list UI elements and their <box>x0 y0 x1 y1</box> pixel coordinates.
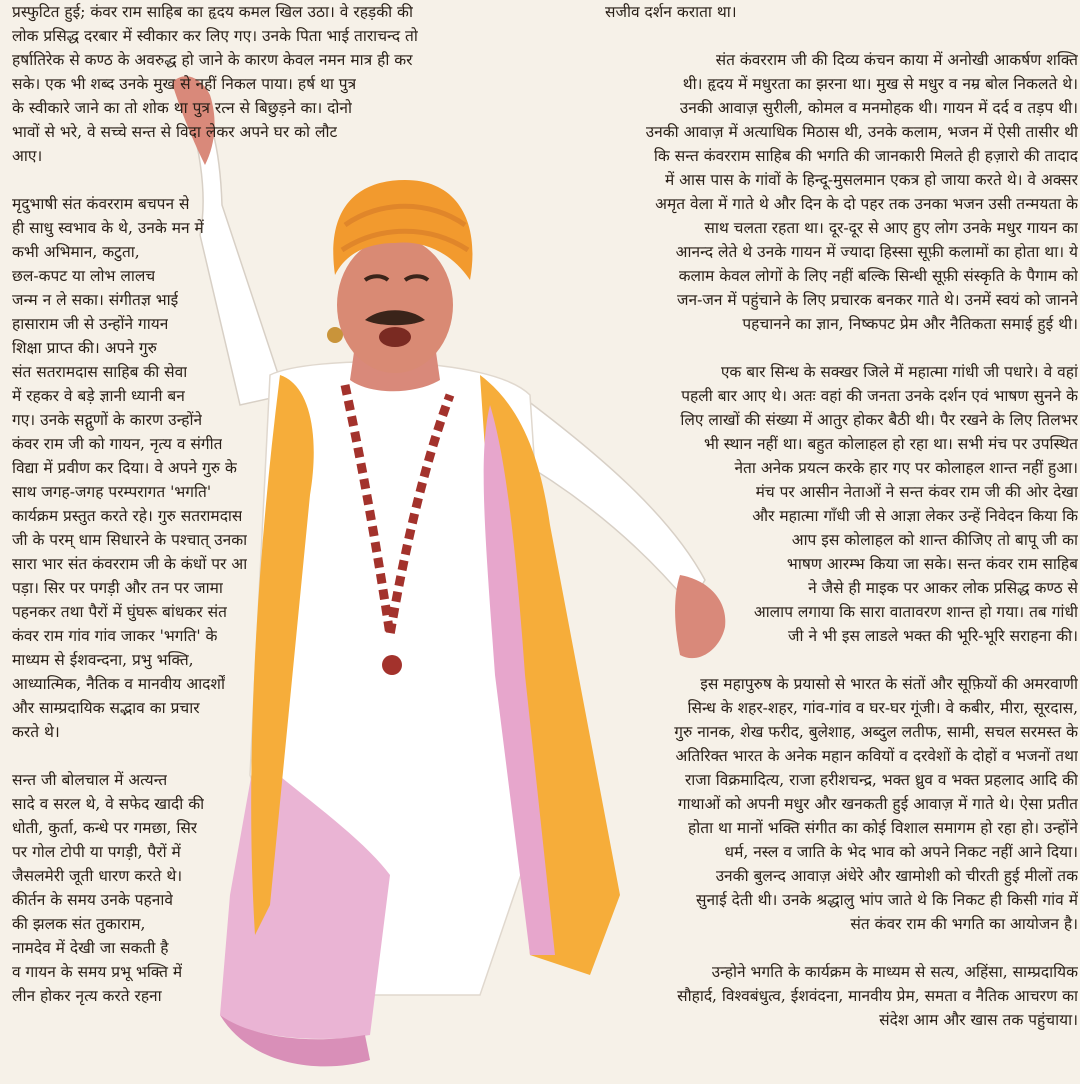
left-line-26: पहनकर तथा पैरों में घुंघरू बांधकर संत <box>12 603 227 621</box>
left-line-29: आध्यात्मिक, नैतिक व मानवीय आदर्शों <box>12 675 225 693</box>
left-line-2: लोक प्रसिद्ध दरबार में स्वीकार कर लिए गए। उनके पिता भाई ताराचन्द तो <box>12 27 418 45</box>
left-line-18: गए। उनके सद्गुणों के कारण उन्होंने <box>12 411 203 429</box>
right-line-13: जन-जन में पहुंचाने के लिए प्रचारक बनकर गाते थे। उनमें स्वयं को जानने <box>677 291 1078 309</box>
right-line-18: लिए लाखों की संख्या में आतुर होकर बैठी थी। पैर रखने के लिए तिलभर <box>680 411 1078 429</box>
left-line-34: सादे व सरल थे, वे सफेद खादी की <box>12 795 205 813</box>
right-line-25: ने जैसे ही माइक पर आकर लोक प्रसिद्ध कण्ठ से <box>808 579 1078 597</box>
left-line-3: हर्षातिरेक से कण्ठ के अवरुद्ध हो जाने के कारण केवल नमन मात्र ही कर <box>12 51 413 69</box>
left-line-20: विद्या में प्रवीण कर दिया। वे अपने गुरु के <box>12 459 237 477</box>
left-line-25: पड़ा। सिर पर पगड़ी और तन पर जामा <box>12 579 223 597</box>
left-line-21: साथ जगह-जगह परम्परागत 'भगति' <box>12 483 212 501</box>
right-line-34: गाथाओं को अपनी मधुर और खनकती हुई आवाज़ में गाते थे। ऐसा प्रतीत <box>677 795 1078 813</box>
right-line-1: सजीव दर्शन कराता था। <box>605 3 737 21</box>
left-line-11: कभी अभिमान, कटुता, <box>12 243 140 261</box>
right-line-23: आप इस कोलाहल को शान्त कीजिए तो बापू जी का <box>791 531 1078 549</box>
left-line-6: भावों से भरे, वे सच्चे सन्त से विदा लेकर अपने घर को लौट <box>12 123 338 141</box>
right-line-30: सिन्ध के शहर-शहर, गांव-गांव व घर-घर गूंजी। वे कबीर, मीरा, सूरदास, <box>687 699 1078 717</box>
left-line-33: सन्त जी बोलचाल में अत्यन्त <box>12 771 168 789</box>
right-line-43: संदेश आम और खास तक पहुंचाया। <box>879 1011 1078 1029</box>
right-line-16: एक बार सिन्ध के सक्खर जिले में महात्मा गांधी जी पधारे। वे वहां <box>720 363 1078 381</box>
right-line-42: सौहार्द, विश्वबंधुत्व, ईशवंदना, मानवीय प्रेम, समता व नैतिक आचरण का <box>677 987 1078 1005</box>
right-line-21: मंच पर आसीन नेताओं ने सन्त कंवर राम जी की ओर देखा <box>755 483 1078 501</box>
right-line-3: संत कंवरराम जी की दिव्य कंचन काया में अनोखी आकर्षण शक्ति <box>715 51 1078 69</box>
left-line-17: में रहकर वे बड़े ज्ञानी ध्यानी बन <box>12 387 185 405</box>
right-line-41: उन्होने भगति के कार्यक्रम के माध्यम से सत्य, अहिंसा, साम्प्रदायिक <box>711 963 1078 981</box>
right-line-7: कि सन्त कंवरराम साहिब की भगति की जानकारी मिलते ही हज़ारो की तादाद <box>653 147 1078 165</box>
right-line-11: आनन्द लेते थे उनके गायन में ज्यादा हिस्सा सूफ़ी कलामों का होता था। ये <box>675 243 1078 261</box>
left-line-30: और साम्प्रदायिक सद्भाव का प्रचार <box>12 699 200 717</box>
left-line-15: शिक्षा प्राप्त की। अपने गुरु <box>12 339 157 357</box>
right-line-38: सुनाई देती थी। उनके श्रद्धालु भांप जाते थे कि निकट ही किसी गांव में <box>695 891 1078 909</box>
left-line-28: माध्यम से ईशवन्दना, प्रभु भक्ति, <box>12 651 194 669</box>
left-line-36: पर गोल टोपी या पगड़ी, पैरों में <box>12 843 181 861</box>
left-line-40: नामदेव में देखी जा सकती है <box>12 939 169 957</box>
right-line-10: साथ चलता रहता था। दूर-दूर से आए हुए लोग उनके मधुर गायन का <box>704 219 1078 237</box>
right-line-6: उनकी आवाज़ में अत्याधिक मिठास थी, उनके कलाम, भजन में ऐसी तासीर थी <box>645 123 1078 141</box>
right-line-27: जी ने भी इस लाडले भक्त की भूरि-भूरि सराहना की। <box>788 627 1078 645</box>
left-line-14: हासाराम जी से उन्होंने गायन <box>12 315 169 333</box>
left-line-10: ही साधु स्वभाव के थे, उनके मन में <box>12 219 204 237</box>
left-line-35: धोती, कुर्ता, कन्धे पर गमछा, सिर <box>12 819 198 837</box>
left-line-16: संत सतरामदास साहिब की सेवा <box>12 363 188 381</box>
left-line-12: छल-कपट या लोभ लालच <box>12 267 156 285</box>
right-line-36: धर्म, नस्ल व जाति के भेद भाव को अपने निकट नहीं आने दिया। <box>724 843 1078 861</box>
right-line-5: उनकी आवाज़ सुरीली, कोमल व मनमोहक थी। गायन में दर्द व तड़प थी। <box>679 99 1078 117</box>
right-line-37: उनकी बुलन्द आवाज़ अंधेरे और खामोशी को चीरती हुई मीलों तक <box>715 867 1078 885</box>
right-line-4: थी। हृदय में मधुरता का झरना था। मुख से मधुर व नम्र बोल निकलते थे। <box>682 75 1078 93</box>
right-line-29: इस महापुरुष के प्रयासो से भारत के संतों और सूफ़ियों की अमरवाणी <box>700 675 1078 693</box>
right-line-31: गुरु नानक, शेख फरीद, बुलेशाह, अब्दुल लतीफ, सामी, सचल सरमस्त के <box>674 723 1078 741</box>
left-line-39: की झलक संत तुकाराम, <box>12 915 146 933</box>
right-line-17: पहली बार आए थे। अतः वहां की जनता उनके दर्शन एवं भाषण सुनने के <box>681 387 1078 405</box>
left-line-4: सके। एक भी शब्द उनके मुख से नहीं निकल पाया। हर्ष था पुत्र <box>12 75 357 93</box>
right-line-39: संत कंवर राम की भगति का आयोजन है। <box>850 915 1078 933</box>
right-line-20: नेता अनेक प्रयत्न करके हार गए पर कोलाहल शान्त नहीं हुआ। <box>734 459 1078 477</box>
left-line-9: मृदुभाषी संत कंवरराम बचपन से <box>12 195 190 213</box>
left-line-24: सारा भार संत कंवरराम जी के कंधों पर आ <box>12 555 248 573</box>
right-line-22: और महात्मा गाँधी जी से आज्ञा लेकर उन्हें निवेदन किया कि <box>752 507 1078 525</box>
right-line-26: आलाप लगाया कि सारा वातावरण शान्त हो गया। तब गांधी <box>753 603 1078 621</box>
left-line-31: करते थे। <box>12 723 60 741</box>
saint-singing-photo <box>160 75 740 1080</box>
right-line-35: होता था मानों भक्ति संगीत का कोई विशाल समागम हो रहा हो। उन्होंने <box>688 819 1078 837</box>
left-line-13: जन्म न ले सका। संगीतज्ञ भाई <box>12 291 179 309</box>
left-line-22: कार्यक्रम प्रस्तुत करते रहे। गुरु सतरामदास <box>12 507 243 525</box>
left-line-41: व गायन के समय प्रभू भक्ति में <box>12 963 183 981</box>
left-line-5: के स्वीकारे जाने का तो शोक था पुत्र रत्न से बिछुड़ने का। दोनो <box>12 99 353 117</box>
right-line-33: राजा विक्रमादित्य, राजा हरीशचन्द्र, भक्त ध्रुव व भक्त प्रहलाद आदि की <box>684 771 1078 789</box>
right-line-9: अमृत वेला में गाते थे और दिन के दो पहर तक उनका भजन उसी तन्मयता के <box>655 195 1078 213</box>
right-line-19: भी स्थान नहीं था। बहुत कोलाहल हो रहा था। सभी मंच पर उपस्थित <box>703 435 1078 453</box>
left-line-38: कीर्तन के समय उनके पहनावे <box>12 891 173 909</box>
left-line-37: जैसलमेरी जूती धारण करते थे। <box>12 867 183 885</box>
right-line-24: भाषण आरम्भ किया जा सके। सन्त कंवर राम साहिब <box>786 555 1078 573</box>
right-line-12: कलाम केवल लोगों के लिए नहीं बल्कि सिन्धी सूफ़ी संस्कृति के पैगाम को <box>678 267 1078 285</box>
right-line-14: पहचानने का ज्ञान, निष्कपट प्रेम और नैतिकता समाई हुई थी। <box>742 315 1078 333</box>
left-line-27: कंवर राम गांव गांव जाकर 'भगति' के <box>12 627 218 645</box>
left-line-19: कंवर राम जी को गायन, नृत्य व संगीत <box>12 435 223 453</box>
left-line-7: आए। <box>12 147 43 165</box>
right-line-8: में आस पास के गांवों के हिन्दू-मुसलमान एकत्र हो जाया करते थे। वे अक्सर <box>664 171 1078 189</box>
right-line-32: अतिरिक्त भारत के अनेक महान कवियों व दरवेशों के दोहों व भजनों तथा <box>675 747 1078 765</box>
left-line-42: लीन होकर नृत्य करते रहना <box>12 987 162 1005</box>
left-line-1: प्रस्फुटित हुई; कंवर राम साहिब का हृदय कमल खिल उठा। वे रहड़की की <box>12 3 413 21</box>
left-line-23: जी के परम् धाम सिधारने के पश्चात् उनका <box>12 531 248 549</box>
